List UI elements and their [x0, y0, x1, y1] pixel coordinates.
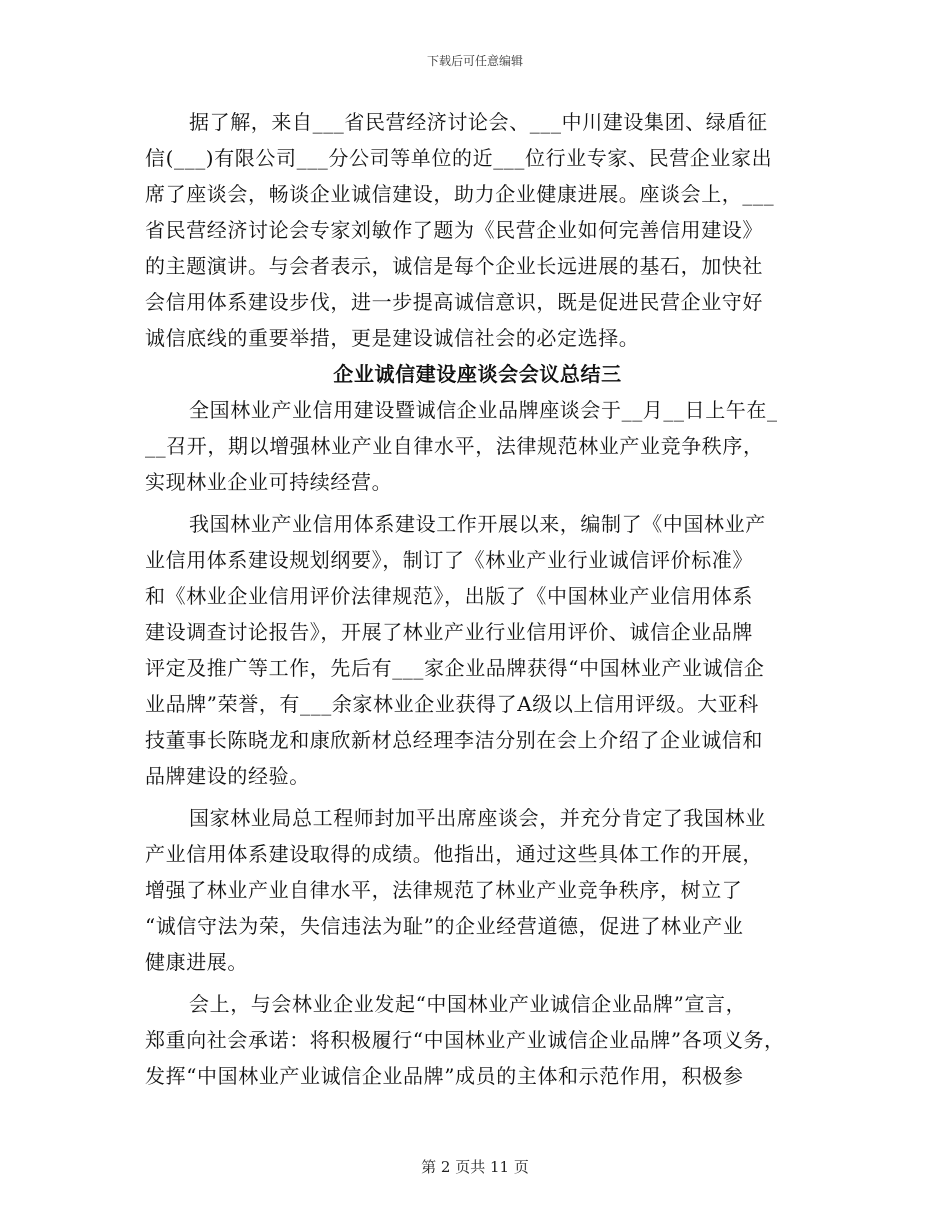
text-line: 技董事长陈晓龙和康欣新材总经理李洁分别在会上介绍了企业诚信和 — [145, 728, 763, 752]
text-line: 业品牌”荣誉，有___余家林业企业获得了A级以上信用评级。大亚科 — [145, 692, 759, 716]
paragraph — [145, 986, 810, 1094]
text-line: 全国林业产业信用建设暨诚信企业品牌座谈会于__月__日上午在_ — [189, 398, 778, 422]
text-line: __召开，期以增强林业产业自律水平，法律规范林业产业竞争秩序， — [145, 434, 764, 458]
text-line: 品牌建设的经验。 — [145, 764, 310, 788]
text-line: 实现林业企业可持续经营。 — [145, 470, 393, 494]
text-line: 省民营经济讨论会专家刘敏作了题为《民营企业如何完善信用建设》 — [145, 218, 763, 242]
text-line: “诚信守法为荣，失信违法为耻”的企业经营道德，促进了林业产业 — [145, 914, 744, 938]
page-header: 下载后可任意编辑 — [426, 54, 523, 68]
text-line: 健康进展。 — [145, 950, 248, 974]
paragraph — [145, 104, 810, 356]
text-line: 和《林业企业信用评价法律规范》，出版了《中国林业产业信用体系 — [145, 584, 753, 608]
text-line: 会信用体系建设步伐，进一步提高诚信意识，既是促进民营企业守好 — [145, 290, 763, 314]
text-line: 发挥“中国林业产业诚信企业品牌”成员的主体和示范作用，积极参 — [145, 1064, 744, 1088]
paragraph — [145, 506, 810, 794]
page-footer: 第 2 页共 11 页 — [421, 1158, 529, 1176]
text-line: 国家林业局总工程师封加平出席座谈会，并充分肯定了我国林业 — [189, 806, 766, 830]
text-line: 的主题演讲。与会者表示，诚信是每个企业长远进展的基石，加快社 — [145, 254, 763, 278]
section-title: 企业诚信建设座谈会会议总结三 — [333, 362, 622, 386]
text-line: 席了座谈会，畅谈企业诚信建设，助力企业健康进展。座谈会上，___ — [145, 182, 775, 206]
text-line: 评定及推广等工作，先后有___家企业品牌获得“中国林业产业诚信企 — [145, 656, 765, 680]
text-line: 产业信用体系建设取得的成绩。他指出，通过这些具体工作的开展， — [145, 842, 763, 866]
paragraph — [145, 800, 810, 980]
text-line: 会上，与会林业企业发起“中国林业产业诚信企业品牌”宣言， — [189, 992, 747, 1016]
document-body — [145, 104, 810, 1094]
text-line: 诚信底线的重要举措，更是建设诚信社会的必定选择。 — [145, 326, 640, 350]
text-line: 我国林业产业信用体系建设工作开展以来，编制了《中国林业产 — [189, 512, 766, 536]
text-line: 建设调查讨论报告》，开展了林业产业行业信用评价、诚信企业品牌 — [145, 620, 753, 644]
text-line: 据了解，来自___省民营经济讨论会、___中川建设集团、绿盾征 — [189, 110, 768, 134]
text-line: 郑重向社会承诺：将积极履行“中国林业产业诚信企业品牌”各项义务， — [145, 1028, 785, 1052]
text-line: 业信用体系建设规划纲要》，制订了《林业产业行业诚信评价标准》 — [145, 548, 753, 572]
text-line: 信(___)有限公司___分公司等单位的近___位行业专家、民营企业家出 — [145, 146, 773, 170]
paragraph — [145, 392, 810, 500]
text-line: 增强了林业产业自律水平，法律规范了林业产业竞争秩序，树立了 — [145, 878, 743, 902]
